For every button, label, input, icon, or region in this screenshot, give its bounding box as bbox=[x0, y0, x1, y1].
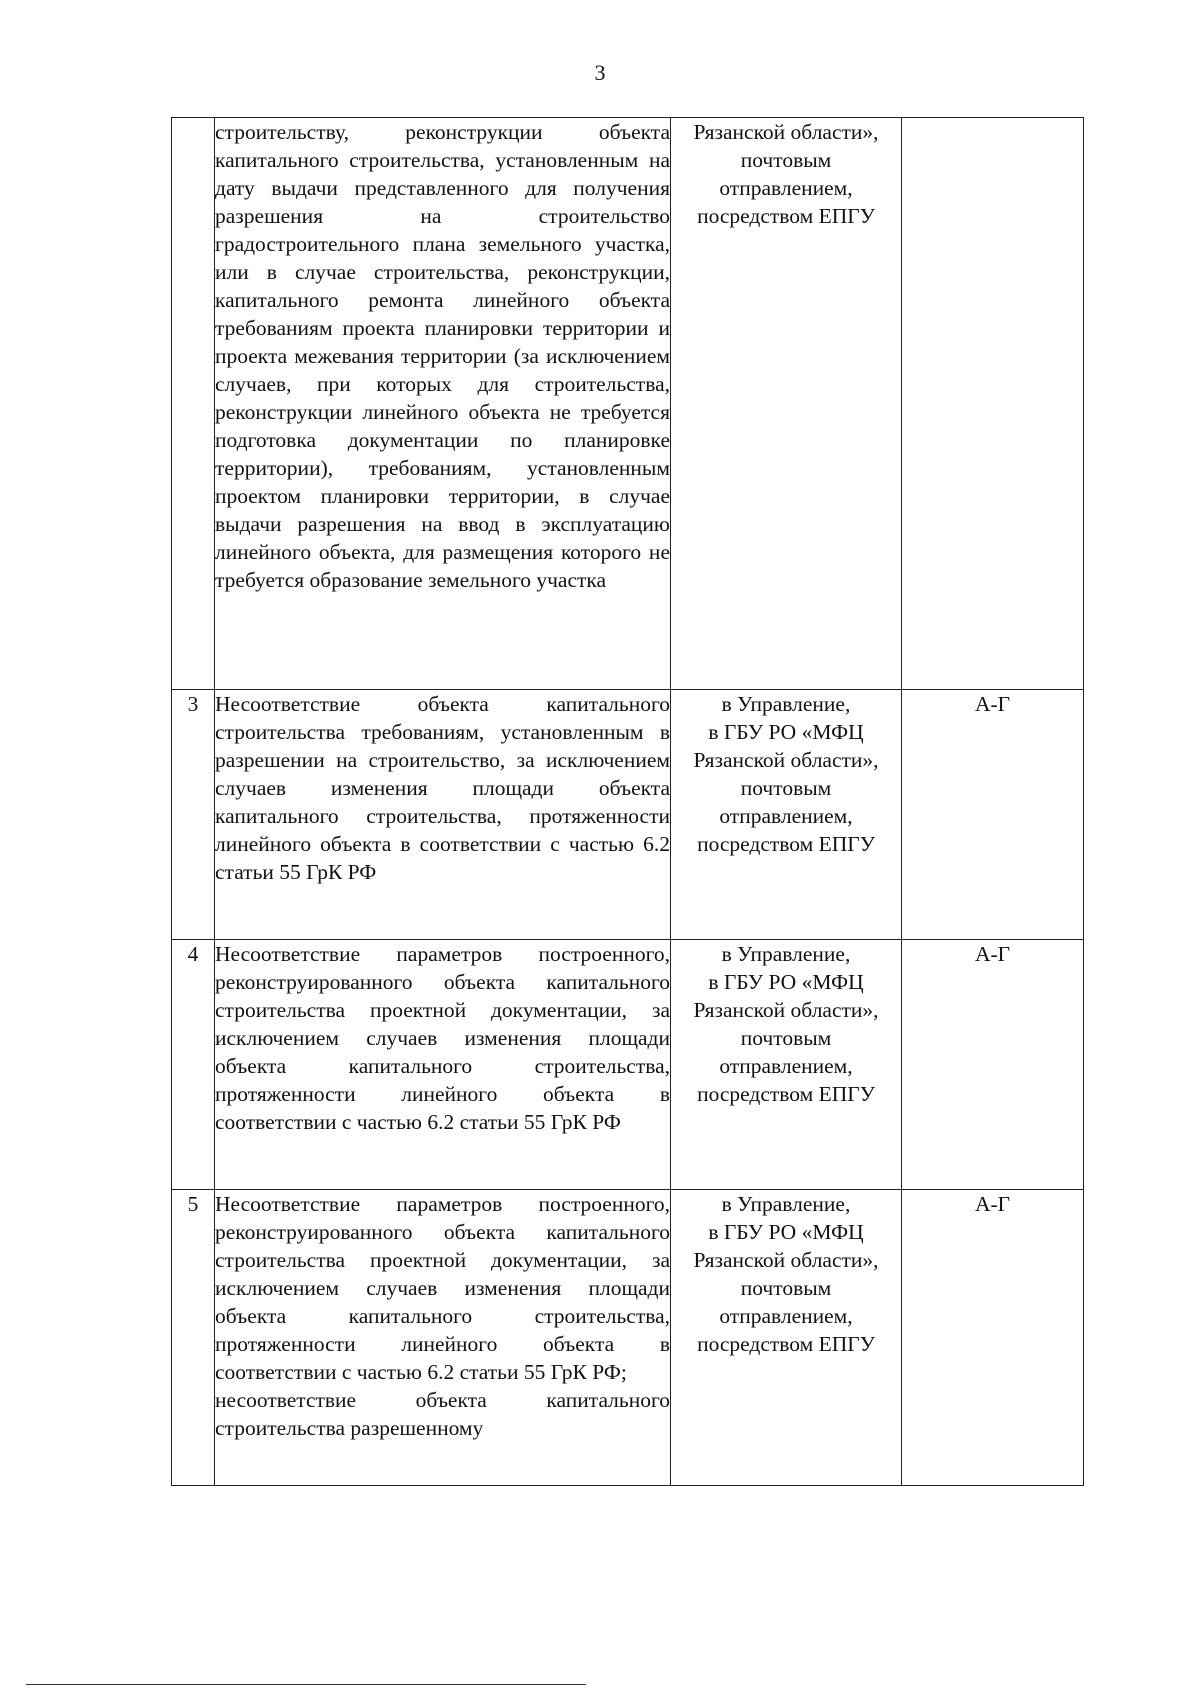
channel-line: почтовым bbox=[740, 1276, 832, 1300]
channel-line: отправлением, bbox=[719, 1054, 853, 1078]
row-description bbox=[215, 690, 671, 940]
row-description bbox=[215, 940, 671, 1190]
row-submission-channels bbox=[671, 118, 902, 690]
channel-line: в ГБУ РО «МФЦ bbox=[708, 1220, 864, 1244]
row-code: А-Г bbox=[902, 690, 1084, 940]
description-paragraph: Несоответствие объекта капитального строительства требованиям, установленным в разрешении на строительство, за исключением случаев изменения площади объекта капитального строительства, протяженности линейного объекта в соответствии с частью 6.2 статьи 55 ГрК РФ bbox=[215, 692, 670, 884]
channel-line: посредством ЕПГУ bbox=[697, 1332, 875, 1356]
channel-line: посредством ЕПГУ bbox=[697, 832, 875, 856]
description-paragraph: строительству, реконструкции объекта капитального строительства, установленным на дату выдачи представленного для получения разрешения на строительство градостроительного плана земельного участка, или в случае строительства, реконструкции, капитального ремонта линейного объекта требованиям проекта планировки территории и проекта межевания территории (за исключением случаев, при которых для строительства, реконструкции линейного объекта не требуется подготовка документации по планировке территории), требованиям, установленным проектом планировки территории, в случае выдачи разрешения на ввод в эксплуатацию линейного объекта, для размещения которого не требуется образование земельного участка bbox=[215, 120, 670, 592]
table-row bbox=[172, 690, 1084, 940]
page-number: 3 bbox=[594, 60, 606, 85]
channel-line: отправлением, bbox=[719, 1304, 853, 1328]
footer-divider bbox=[26, 1684, 586, 1685]
row-description bbox=[215, 1190, 671, 1486]
table-row bbox=[172, 940, 1084, 1190]
channel-line: почтовым bbox=[740, 148, 832, 172]
channel-line: почтовым bbox=[740, 1026, 832, 1050]
row-number: 3 bbox=[172, 690, 215, 940]
row-code: А-Г bbox=[902, 1190, 1084, 1486]
channel-line: Рязанской области», bbox=[693, 120, 879, 144]
channel-line: Рязанской области», bbox=[693, 998, 879, 1022]
row-number bbox=[172, 118, 215, 690]
row-code bbox=[902, 118, 1084, 690]
table-row bbox=[172, 1190, 1084, 1486]
row-code: А-Г bbox=[902, 940, 1084, 1190]
description-paragraph: Несоответствие параметров построенного, реконструированного объекта капитального строительства проектной документации, за исключением случаев изменения площади объекта капитального строительства, протяженности линейного объекта в соответствии с частью 6.2 статьи 55 ГрК РФ; bbox=[215, 1192, 670, 1384]
table-body bbox=[172, 118, 1084, 1486]
row-number: 4 bbox=[172, 940, 215, 1190]
row-submission-channels bbox=[671, 1190, 902, 1486]
channel-line: в Управление, bbox=[721, 942, 851, 966]
table-row bbox=[172, 118, 1084, 690]
channel-line: отправлением, bbox=[719, 176, 853, 200]
channel-line: в ГБУ РО «МФЦ bbox=[708, 970, 864, 994]
row-submission-channels bbox=[671, 940, 902, 1190]
channel-line: почтовым bbox=[740, 776, 832, 800]
description-paragraph: несоответствие объекта капитального строительства разрешенному bbox=[215, 1388, 670, 1440]
channel-line: Рязанской области», bbox=[693, 748, 879, 772]
row-submission-channels bbox=[671, 690, 902, 940]
channel-line: в Управление, bbox=[721, 692, 851, 716]
channel-line: посредством ЕПГУ bbox=[697, 204, 875, 228]
channel-line: в Управление, bbox=[721, 1192, 851, 1216]
requirements-table bbox=[171, 117, 1084, 1486]
channel-line: посредством ЕПГУ bbox=[697, 1082, 875, 1106]
row-number: 5 bbox=[172, 1190, 215, 1486]
row-description bbox=[215, 118, 671, 690]
channel-line: в ГБУ РО «МФЦ bbox=[708, 720, 864, 744]
channel-line: Рязанской области», bbox=[693, 1248, 879, 1272]
channel-line: отправлением, bbox=[719, 804, 853, 828]
description-paragraph: Несоответствие параметров построенного, реконструированного объекта капитального строительства проектной документации, за исключением случаев изменения площади объекта капитального строительства, протяженности линейного объекта в соответствии с частью 6.2 статьи 55 ГрК РФ bbox=[215, 942, 670, 1134]
